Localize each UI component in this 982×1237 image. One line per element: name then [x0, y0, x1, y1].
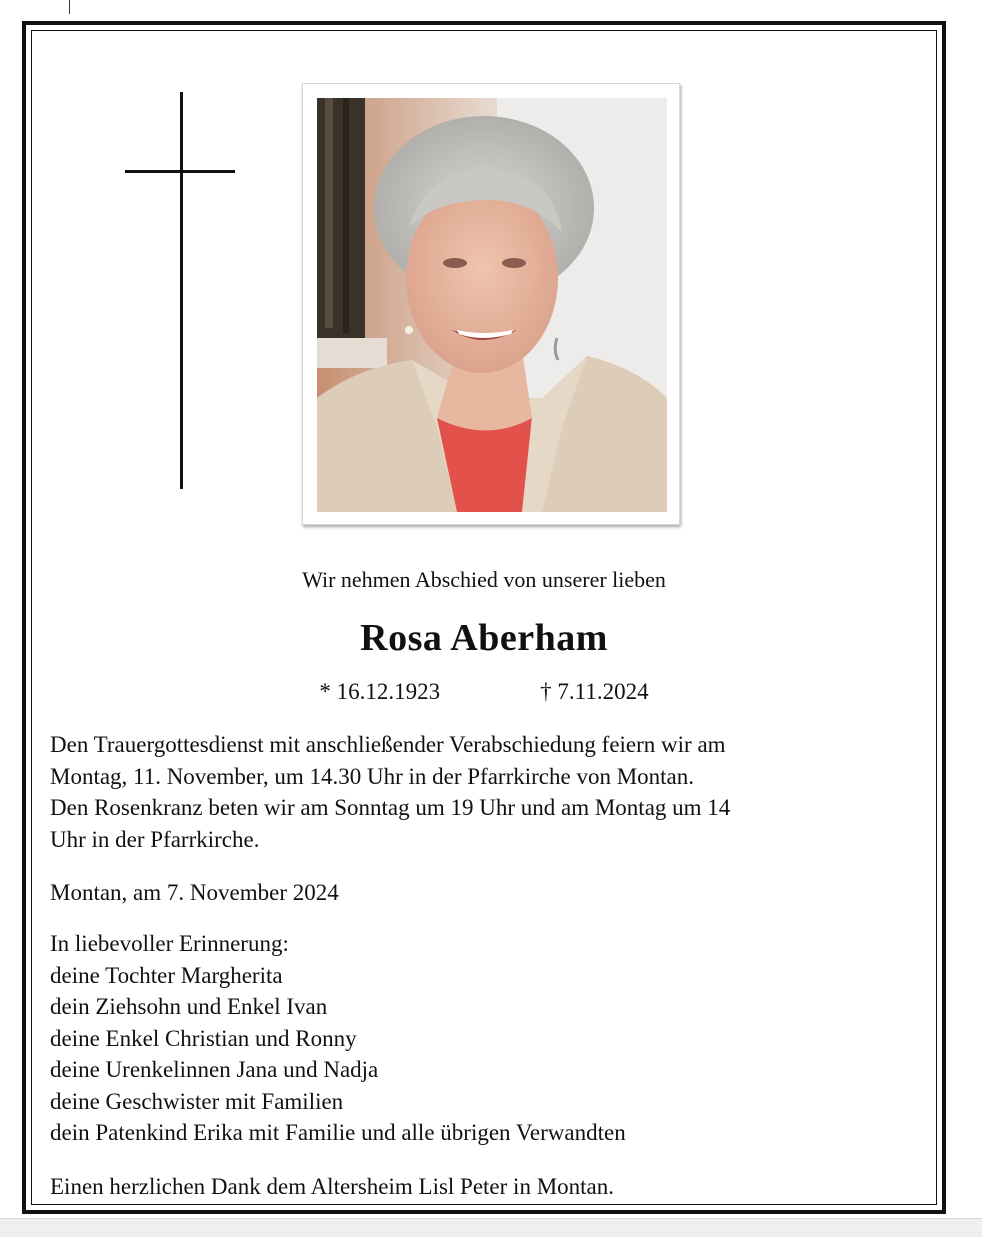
deceased-name: Rosa Aberham: [360, 617, 608, 659]
life-dates: [32, 679, 936, 705]
family-line: deine Tochter Margherita: [50, 962, 283, 988]
family-line: In liebevoller Erinnerung:: [50, 931, 289, 956]
portrait-photo: [302, 83, 680, 525]
family-line: deine Enkel Christian und Ronny: [50, 1025, 357, 1051]
notice-inner-frame: [31, 30, 937, 1205]
family-line: deine Urenkelinnen Jana und Nadja: [50, 1057, 379, 1082]
service-line: Uhr in der Pfarrkirche.: [50, 826, 260, 852]
service-info: [50, 729, 916, 855]
service-line: Den Trauergottesdienst mit anschließender Verabschiedung feiern wir am: [50, 732, 726, 757]
place-date: Montan, am 7. November 2024: [50, 880, 339, 905]
notice-frame: [22, 21, 946, 1214]
family-line: deine Geschwister mit Familien: [50, 1088, 344, 1114]
thanks-line: Einen herzlichen Dank dem Altersheim Lisl Peter in Montan.: [50, 1174, 614, 1199]
family-list: [50, 928, 916, 1149]
death-date: † 7.11.2024: [540, 679, 649, 704]
service-line: Den Rosenkranz beten wir am Sonntag um 19 Uhr und am Montag um 14: [50, 795, 731, 820]
service-line: Montag, 11. November, um 14.30 Uhr in der Pfarrkirche von Montan.: [50, 763, 695, 789]
family-line: dein Patenkind Erika mit Familie und alle übrigen Verwandten: [50, 1120, 626, 1145]
intro-line: Wir nehmen Abschied von unserer lieben: [302, 567, 666, 592]
birth-date: * 16.12.1923: [319, 679, 441, 704]
viewer-bottom-bar: [0, 1218, 982, 1237]
family-line: dein Ziehsohn und Enkel Ivan: [50, 994, 328, 1019]
portrait-image: [317, 98, 667, 512]
page-edge-mark: [69, 0, 70, 14]
